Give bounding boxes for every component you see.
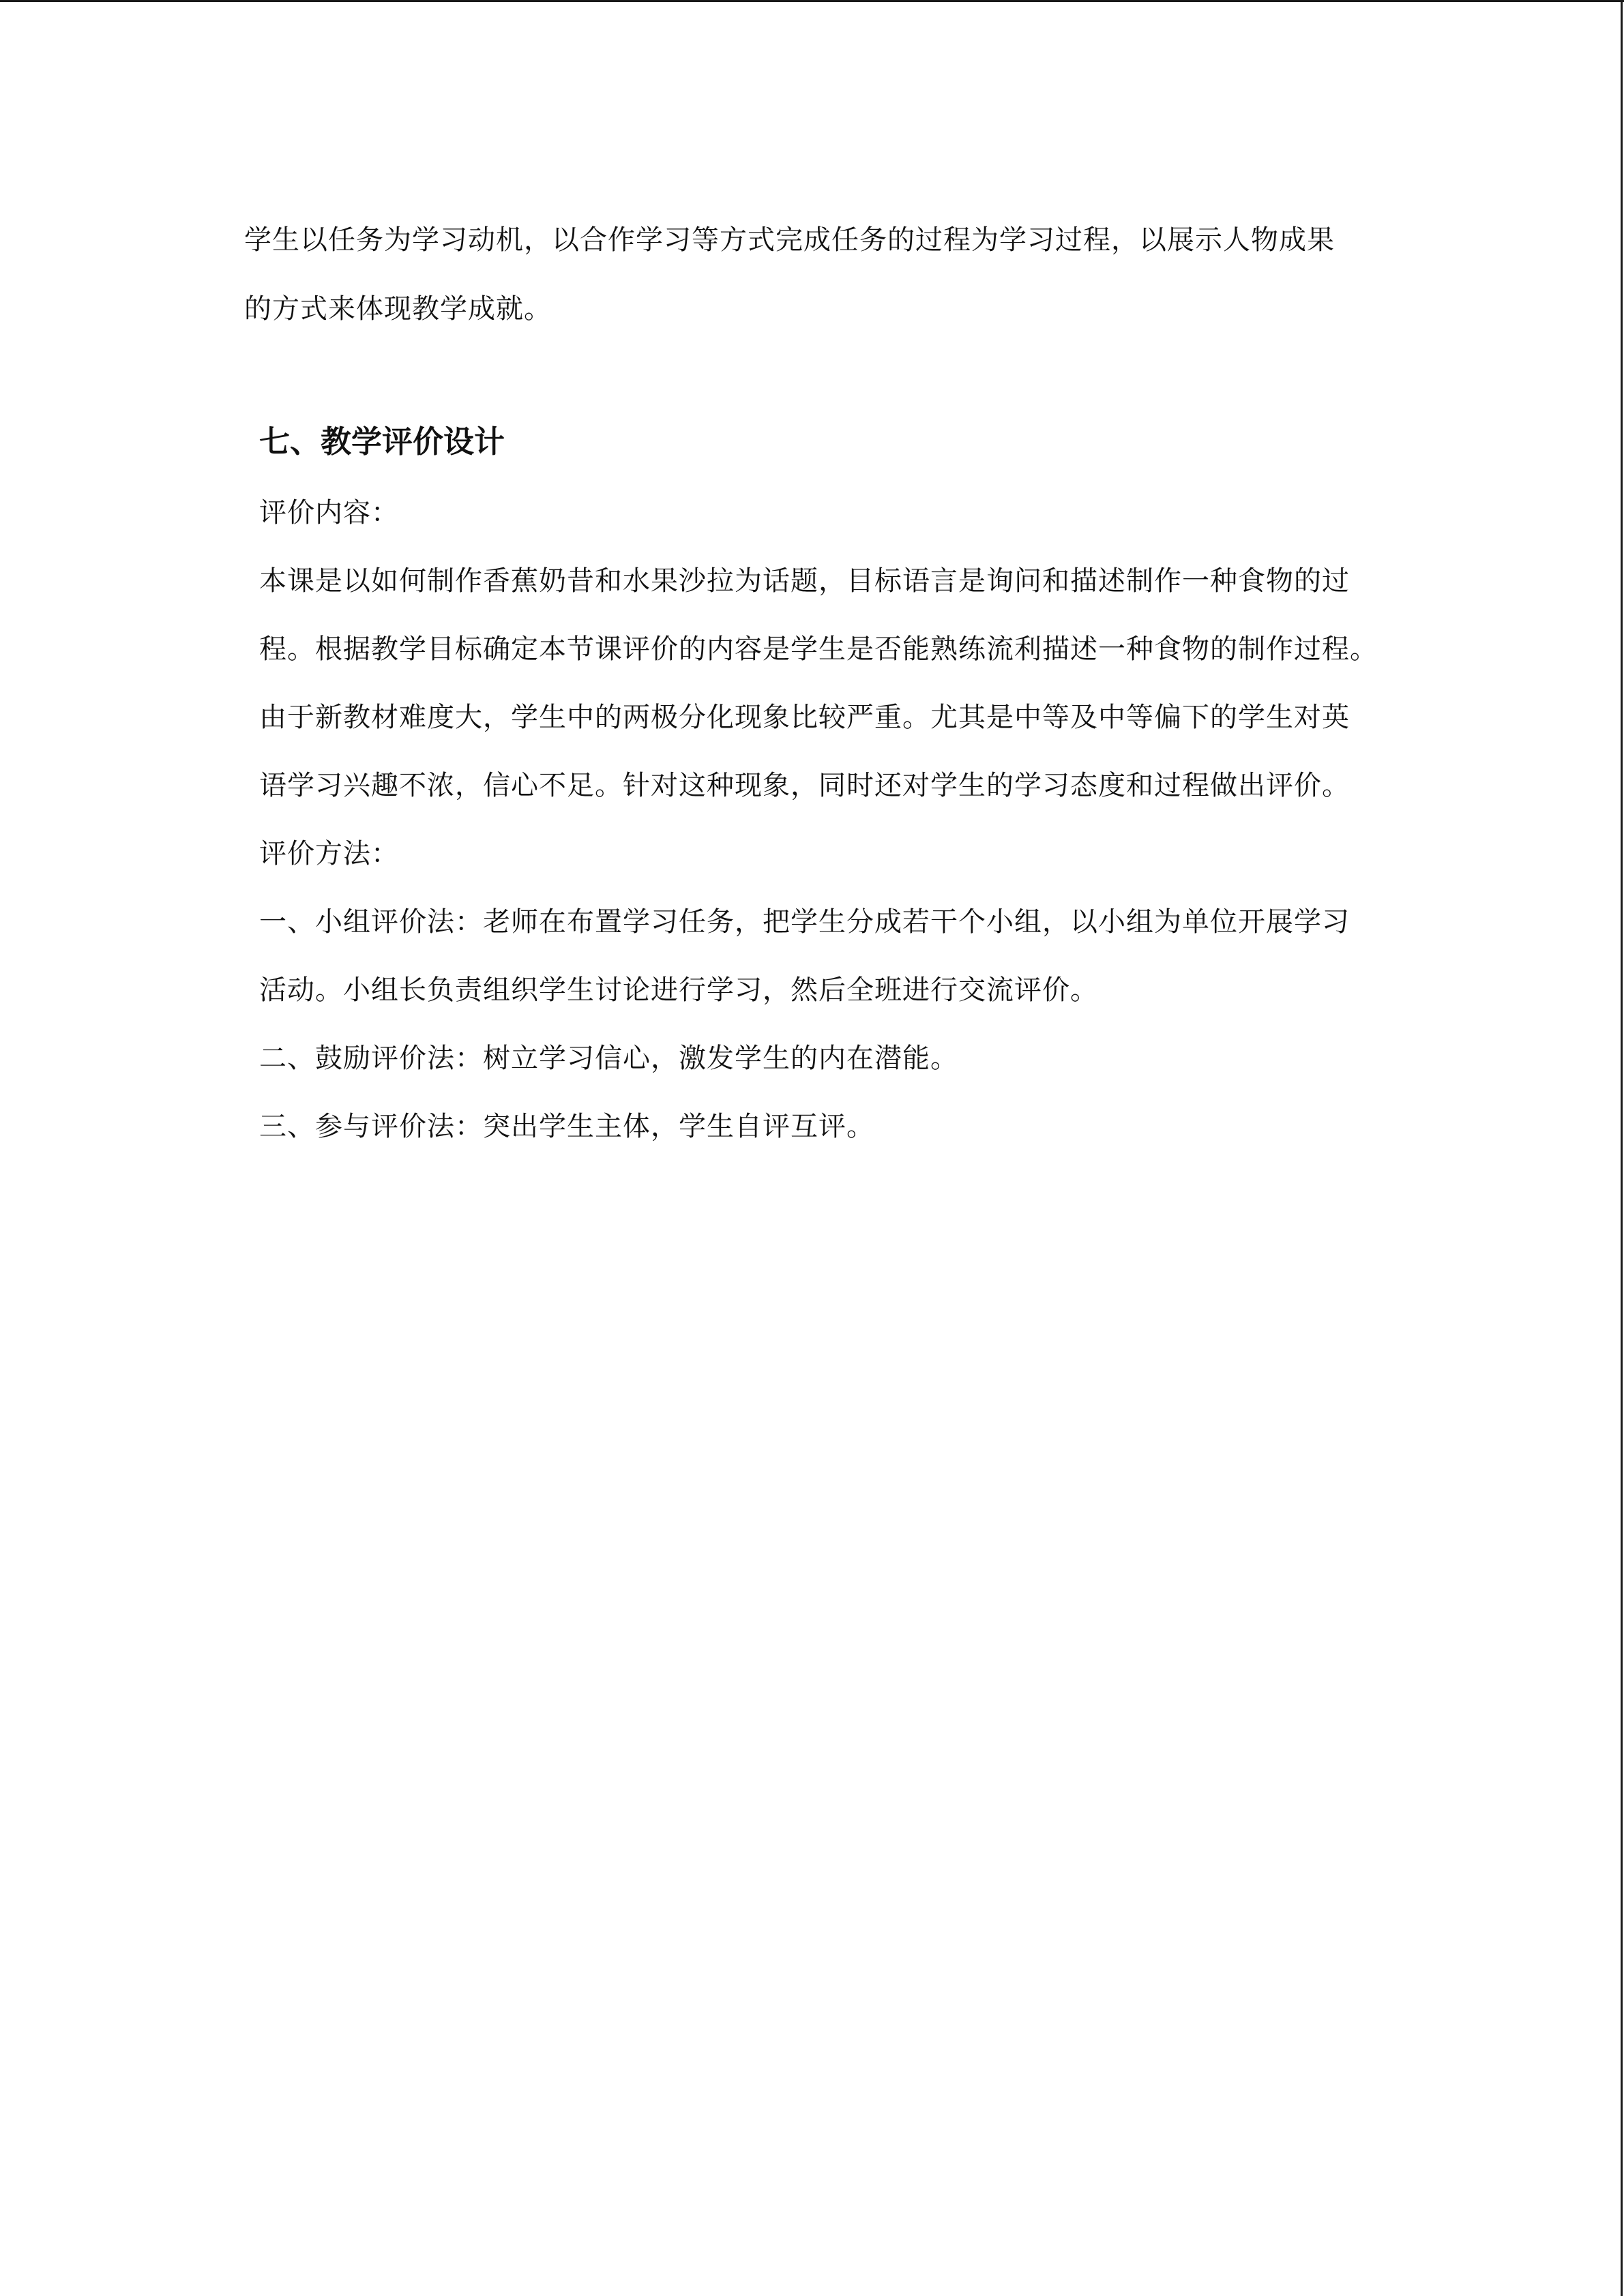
method-line: 三、参与评价法：突出学生主体，学生自评互评。: [259, 1111, 874, 1142]
page-top-border: [0, 0, 1624, 2]
content-line: 程。根据教学目标确定本节课评价的内容是学生是否能熟练流利描述一种食物的制作过程。: [259, 633, 1378, 665]
intro-line: 的方式来体现教学成就。: [244, 293, 552, 325]
section-heading: 七、教学评价设计: [259, 423, 505, 460]
intro-line: 学生以任务为学习动机，以合作学习等方式完成任务的过程为学习过程，以展示人物成果: [244, 224, 1335, 256]
page-right-border: [1621, 0, 1623, 2296]
content-line: 由于新教材难度大，学生中的两极分化现象比较严重。尤其是中等及中等偏下的学生对英: [259, 702, 1350, 733]
method-line: 一、小组评价法：老师在布置学习任务，把学生分成若干个小组，以小组为单位开展学习: [259, 906, 1350, 938]
method-line: 活动。小组长负责组织学生讨论进行学习，然后全班进行交流评价。: [259, 974, 1098, 1006]
content-line: 语学习兴趣不浓，信心不足。针对这种现象，同时还对学生的学习态度和过程做出评价。: [259, 770, 1350, 801]
method-line: 二、鼓励评价法：树立学习信心，激发学生的内在潜能。: [259, 1043, 958, 1074]
content-label: 评价内容：: [259, 497, 399, 528]
content-line: 本课是以如何制作香蕉奶昔和水果沙拉为话题，目标语言是询问和描述制作一种食物的过: [259, 565, 1350, 597]
methods-label: 评价方法：: [259, 838, 399, 869]
